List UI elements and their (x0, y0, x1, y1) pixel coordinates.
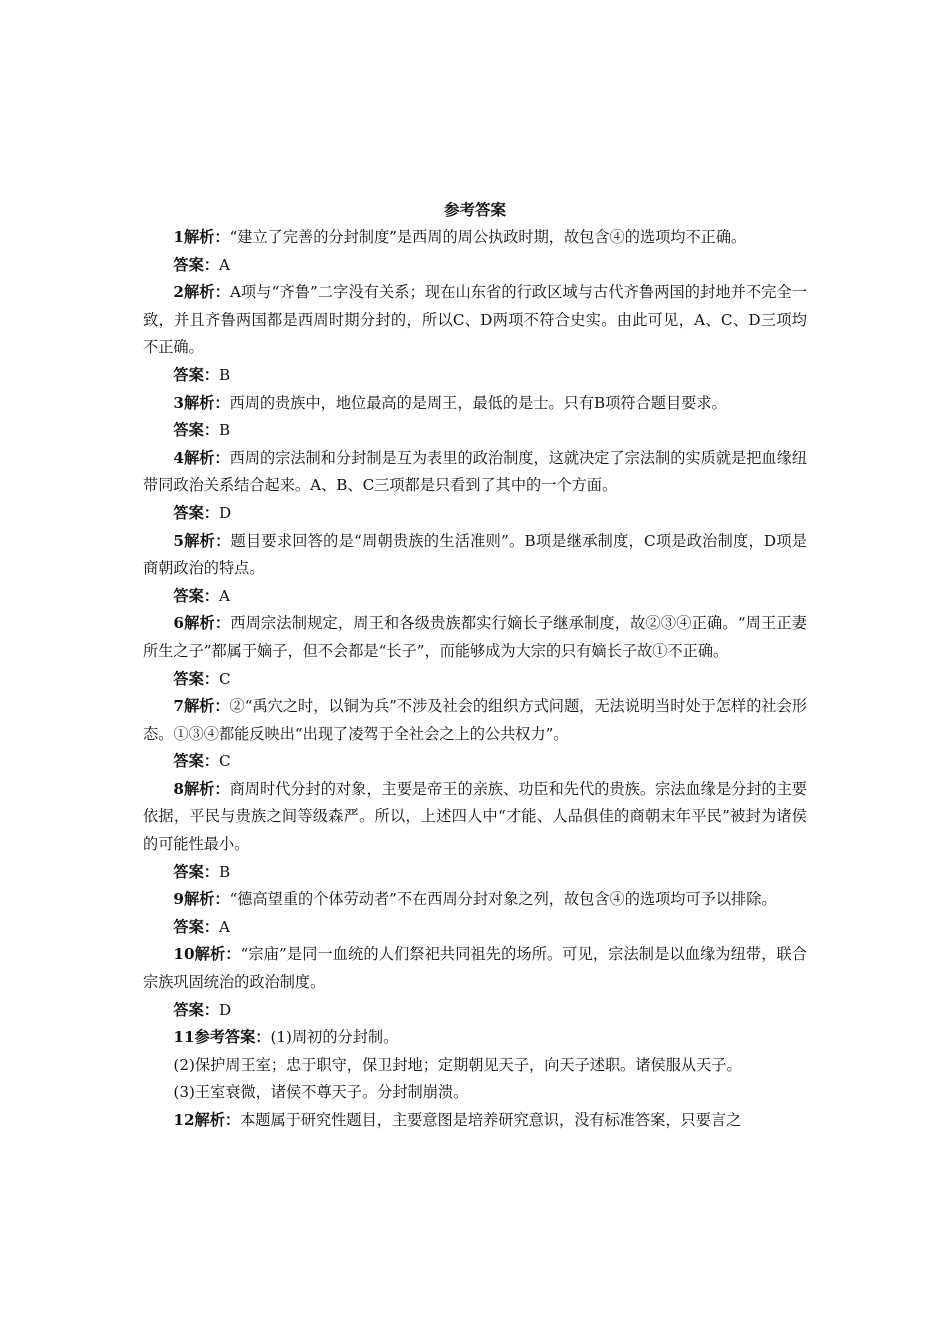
item-text: B (218, 421, 231, 440)
item-label: 7解析： (173, 697, 230, 716)
item-text: D (218, 503, 232, 522)
item-label: 4解析： (173, 448, 230, 467)
item-text: 商周时代分封的对象，主要是帝王的亲族、功臣和先代的贵族。宗法血缘是分封的主要依据，平民与贵族之间等级森严。所以，上述四人中“才能、人品俱佳的商朝末年平民”被封为诸侯的可能性最小。 (143, 779, 807, 854)
item-label: 10解析： (173, 945, 241, 964)
item-label: 答案： (173, 862, 219, 881)
analysis-paragraph (143, 886, 807, 914)
item-text: 西周的贵族中，地位最高的是周王，最低的是士。只有B项符合题目要求。 (229, 393, 727, 412)
item-label: 答案： (173, 917, 219, 936)
answer-line (143, 666, 807, 694)
analysis-paragraph (143, 693, 807, 748)
answer-line (143, 417, 807, 445)
item-text: A (218, 917, 230, 936)
item-text: C (218, 752, 231, 771)
answer-line (143, 500, 807, 528)
item-label: 答案： (173, 752, 219, 771)
answer-line (143, 859, 807, 887)
item-label: 3解析： (173, 393, 230, 412)
item-text: 题目要求回答的是“周朝贵族的生活准则”。B项是继承制度，C项是政治制度，D项是商朝政治的特点。 (143, 531, 807, 578)
answer-line (143, 914, 807, 942)
item-label: 答案： (173, 365, 219, 384)
analysis-paragraph (143, 1024, 807, 1052)
document-title: 参考答案 (443, 200, 506, 219)
item-text: B (218, 862, 231, 881)
analysis-paragraph (143, 390, 807, 418)
item-label: 9解析： (173, 890, 230, 909)
item-text: (1)周初的分封制。 (270, 1028, 399, 1047)
answer-list (143, 224, 807, 1135)
item-label: 答案： (173, 1000, 219, 1019)
answer-document (143, 196, 807, 1135)
answer-line (143, 748, 807, 776)
analysis-paragraph (143, 1107, 807, 1135)
analysis-paragraph (143, 1052, 807, 1080)
item-label: 答案： (173, 255, 219, 274)
item-label: 答案： (173, 586, 219, 605)
analysis-paragraph (143, 224, 807, 252)
answer-line (143, 252, 807, 280)
item-label: 1解析： (173, 228, 230, 246)
item-text: A (218, 255, 230, 274)
item-text: “建立了完善的分封制度”是西周的周公执政时期，故包含④的选项均不正确。 (229, 228, 747, 246)
item-label: 答案： (173, 669, 219, 688)
item-text: (2)保护周王室；忠于职守，保卫封地；定期朝见天子，向天子述职。诸侯服从天子。 (173, 1055, 742, 1074)
item-text: 西周宗法制规定，周王和各级贵族都实行嫡长子继承制度，故②③④正确。“周王正妻所生之子”都属于嫡子，但不会都是“长子”，而能够成为大宗的只有嫡长子故①不正确。 (143, 614, 807, 660)
item-text: A项与“齐鲁”二字没有关系；现在山东省的行政区域与古代齐鲁两国的封地并不完全一致，并且齐鲁两国都是西周时期分封的，所以C、D两项不符合史实。由此可见，A、C、D三项均不正确。 (143, 283, 808, 357)
item-label: 6解析： (173, 614, 231, 633)
answer-line (143, 583, 807, 611)
item-text: 西周的宗法制和分封制是互为表里的政治制度，这就决定了宗法制的实质就是把血缘纽带同政治关系结合起来。A、B、C三项都是只看到了其中的一个方面。 (143, 448, 807, 495)
answer-line (143, 362, 807, 390)
analysis-paragraph (143, 1079, 807, 1107)
item-label: 答案： (173, 503, 219, 522)
item-text: “德高望重的个体劳动者”不在西周分封对象之列，故包含④的选项均可予以排除。 (229, 890, 777, 909)
item-text: B (218, 365, 231, 384)
item-text: A (218, 586, 230, 605)
analysis-paragraph (143, 445, 807, 500)
item-label: 11参考答案： (173, 1028, 271, 1047)
item-text: 本题属于研究性题目，主要意图是培养研究意识，没有标准答案，只要言之 (240, 1111, 742, 1129)
analysis-paragraph (143, 941, 807, 996)
answer-line (143, 997, 807, 1025)
item-text: (3)王室衰微，诸侯不尊天子。分封制崩溃。 (173, 1083, 469, 1102)
item-label: 答案： (173, 421, 219, 440)
analysis-paragraph (143, 279, 807, 362)
item-text: C (218, 669, 231, 688)
analysis-paragraph (143, 528, 807, 583)
item-text: D (218, 1000, 232, 1019)
item-label: 2解析： (173, 283, 230, 302)
item-text: “宗庙”是同一血统的人们祭祀共同祖先的场所。可见，宗法制是以血缘为纽带，联合宗族巩固统治的政治制度。 (143, 945, 807, 992)
item-label: 5解析： (173, 531, 231, 550)
item-label: 8解析： (173, 779, 230, 798)
item-text: ②“禹穴之时，以铜为兵”不涉及社会的组织方式问题，无法说明当时处于怎样的社会形态。①③④都能反映出“出现了凌驾于全社会之上的公共权力”。 (143, 697, 807, 743)
item-label: 12解析： (173, 1111, 241, 1129)
analysis-paragraph (143, 776, 807, 859)
analysis-paragraph (143, 610, 807, 665)
